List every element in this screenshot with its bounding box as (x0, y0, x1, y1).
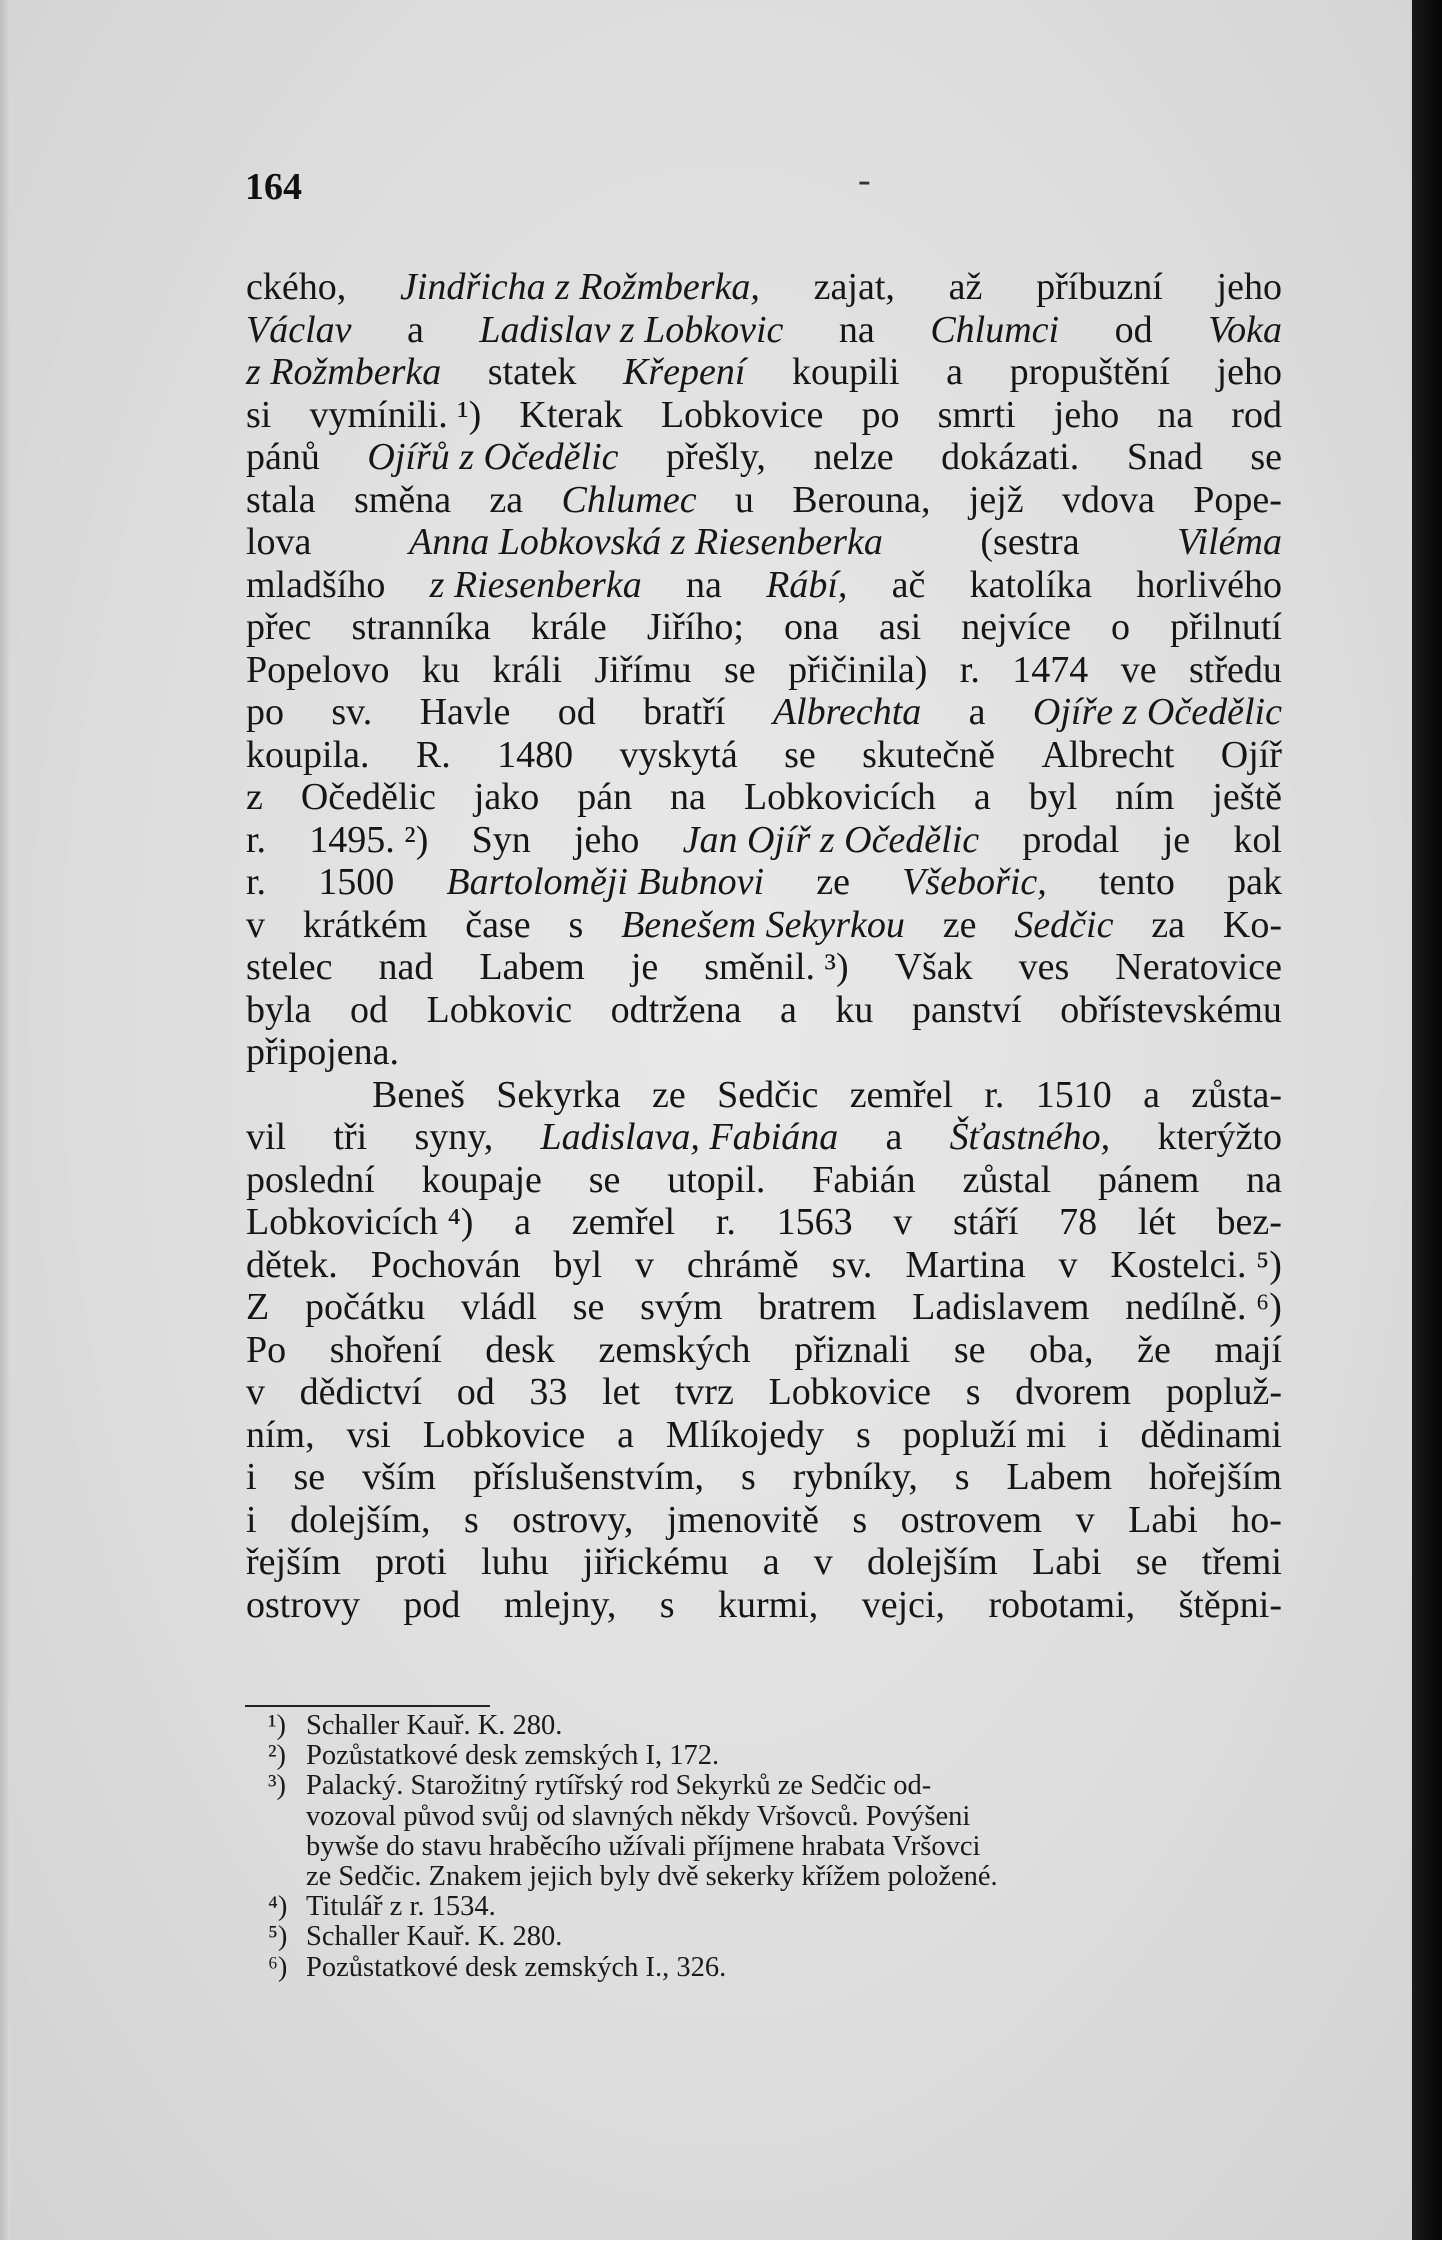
footnote (268, 1771, 1278, 1801)
footnote-rule (245, 1705, 490, 1707)
footnote-text: bywše do stavu hraběcího užívali příjmene hrabata Vršovci (306, 1830, 981, 1862)
footnote (268, 1741, 1278, 1771)
footnote (268, 1892, 1278, 1922)
footnote-mark: ¹) (268, 1710, 287, 1741)
text-line: Popelovo ku králi Jiřímu se přičinila) r. 1474 ve středu (246, 648, 1282, 691)
text-line: byla od Lobkovic odtržena a ku panství obřístevskému (246, 988, 1282, 1031)
footnote-mark: ²) (268, 1740, 287, 1772)
text-line: i se vším příslušenstvím, s rybníky, s Labem hořejším (246, 1456, 1282, 1498)
text-line: ckého, Jindřicha z Rožmberka, zajat, až příbuzní jeho (246, 266, 1282, 308)
text-line: přec stranníka krále Jiřího; ona asi nejvíce o přilnutí (246, 606, 1282, 648)
footnote-text: Pozůstatkové desk zemských I, 172. (306, 1740, 720, 1772)
page-right-edge (1412, 0, 1442, 2252)
text-line: poslední koupaje se utopil. Fabián zůstal pánem na (246, 1158, 1282, 1201)
footnote (268, 1711, 1278, 1741)
footnote (268, 1953, 1278, 1983)
text-line: pánů Ojířů z Očedělic přešly, nelze dokázati. Snad se (246, 436, 1282, 478)
text-line: ním, vsi Lobkovice a Mlíkojedy s popluží mi i dědinami (246, 1413, 1282, 1456)
body-text (246, 266, 1282, 1626)
text-line: Z počátku vládl se svým bratrem Ladislavem nedílně. ⁶) (246, 1286, 1282, 1328)
text-line: ostrovy pod mlejny, s kurmi, vejci, robotami, štěpni- (246, 1583, 1282, 1626)
text-line: mladšího z Riesenberka na Rábí, ač katolíka horlivého (246, 563, 1282, 606)
text-line: v krátkém čase s Benešem Sekyrkou ze Sedčic za Ko- (246, 903, 1282, 946)
footnote (268, 1922, 1278, 1952)
text-line: řejším proti luhu jiřickému a v dolejším Labi se třemi (246, 1541, 1282, 1583)
footnote-mark: ⁴) (268, 1891, 288, 1923)
footnote-continuation (268, 1862, 1278, 1892)
footnote-continuation (268, 1802, 1278, 1832)
text-line: stala směna za Chlumec u Berouna, jejž vdova Pope- (246, 478, 1282, 521)
footnote-text: Titulář z r. 1534. (306, 1891, 496, 1923)
text-line: Beneš Sekyrka ze Sedčic zemřel r. 1510 a zůsta- (372, 1073, 1282, 1116)
page-left-shadow (0, 0, 10, 2252)
text-line: Po shoření desk zemských přiznali se oba, že mají (246, 1328, 1282, 1371)
footnote-mark: ⁵) (268, 1921, 288, 1953)
text-line: z Očedělic jako pán na Lobkovicích a byl ním ještě (246, 776, 1282, 818)
footnote-text: Schaller Kauř. K. 280. (306, 1710, 563, 1741)
text-line: stelec nad Labem je směnil. ³) Však ves Neratovice (246, 946, 1282, 988)
footnote-text: ze Sedčic. Znakem jejich byly dvě sekerky křížem položené. (306, 1860, 998, 1892)
header-dash: - (858, 159, 871, 201)
text-line: r. 1495. ²) Syn jeho Jan Ojíř z Očedělic prodal je kol (246, 818, 1282, 861)
text-line: v dědictví od 33 let tvrz Lobkovice s dvorem popluž- (246, 1371, 1282, 1413)
text-line: r. 1500 Bartoloměji Bubnovi ze Všebořic, tento pak (246, 861, 1282, 903)
footnotes (268, 1711, 1278, 1983)
footnote-text: vozoval původ svůj od slavných někdy Vršovců. Povýšeni (306, 1800, 971, 1832)
text-line: připojena. (246, 1031, 400, 1073)
text-line: Lobkovicích ⁴) a zemřel r. 1563 v stáří 78 lét bez- (246, 1201, 1282, 1243)
text-line: z Rožmberka statek Křepení koupili a propuštění jeho (246, 351, 1282, 393)
text-line: i dolejším, s ostrovy, jmenovitě s ostrovem v Labi ho- (246, 1498, 1282, 1541)
text-line: po sv. Havle od bratří Albrechta a Ojíře z Očedělic (246, 691, 1282, 733)
page-number: 164 (245, 166, 302, 208)
text-line: vil tři syny, Ladislava, Fabiána a Šťastného, kterýžto (246, 1116, 1282, 1158)
footnote-mark: ³) (268, 1770, 287, 1802)
footnote-continuation (268, 1832, 1278, 1862)
footnote-text: Pozůstatkové desk zemských I., 326. (306, 1951, 727, 1983)
text-line: lova Anna Lobkovská z Riesenberka (sestra Viléma (246, 521, 1282, 563)
footnote-mark: ⁶) (268, 1951, 288, 1983)
text-line: dětek. Pochován byl v chrámě sv. Martina v Kostelci. ⁵) (246, 1243, 1282, 1286)
text-line: si vymínili. ¹) Kterak Lobkovice po smrti jeho na rod (246, 393, 1282, 436)
text-line: Václav a Ladislav z Lobkovic na Chlumci od Voka (246, 308, 1282, 351)
text-line: koupila. R. 1480 vyskytá se skutečně Albrecht Ojíř (246, 733, 1282, 776)
footnote-text: Schaller Kauř. K. 280. (306, 1921, 563, 1953)
footnote-text: Palacký. Starožitný rytířský rod Sekyrků ze Sedčic od- (306, 1770, 932, 1802)
page-bottom-edge (0, 2240, 1442, 2252)
